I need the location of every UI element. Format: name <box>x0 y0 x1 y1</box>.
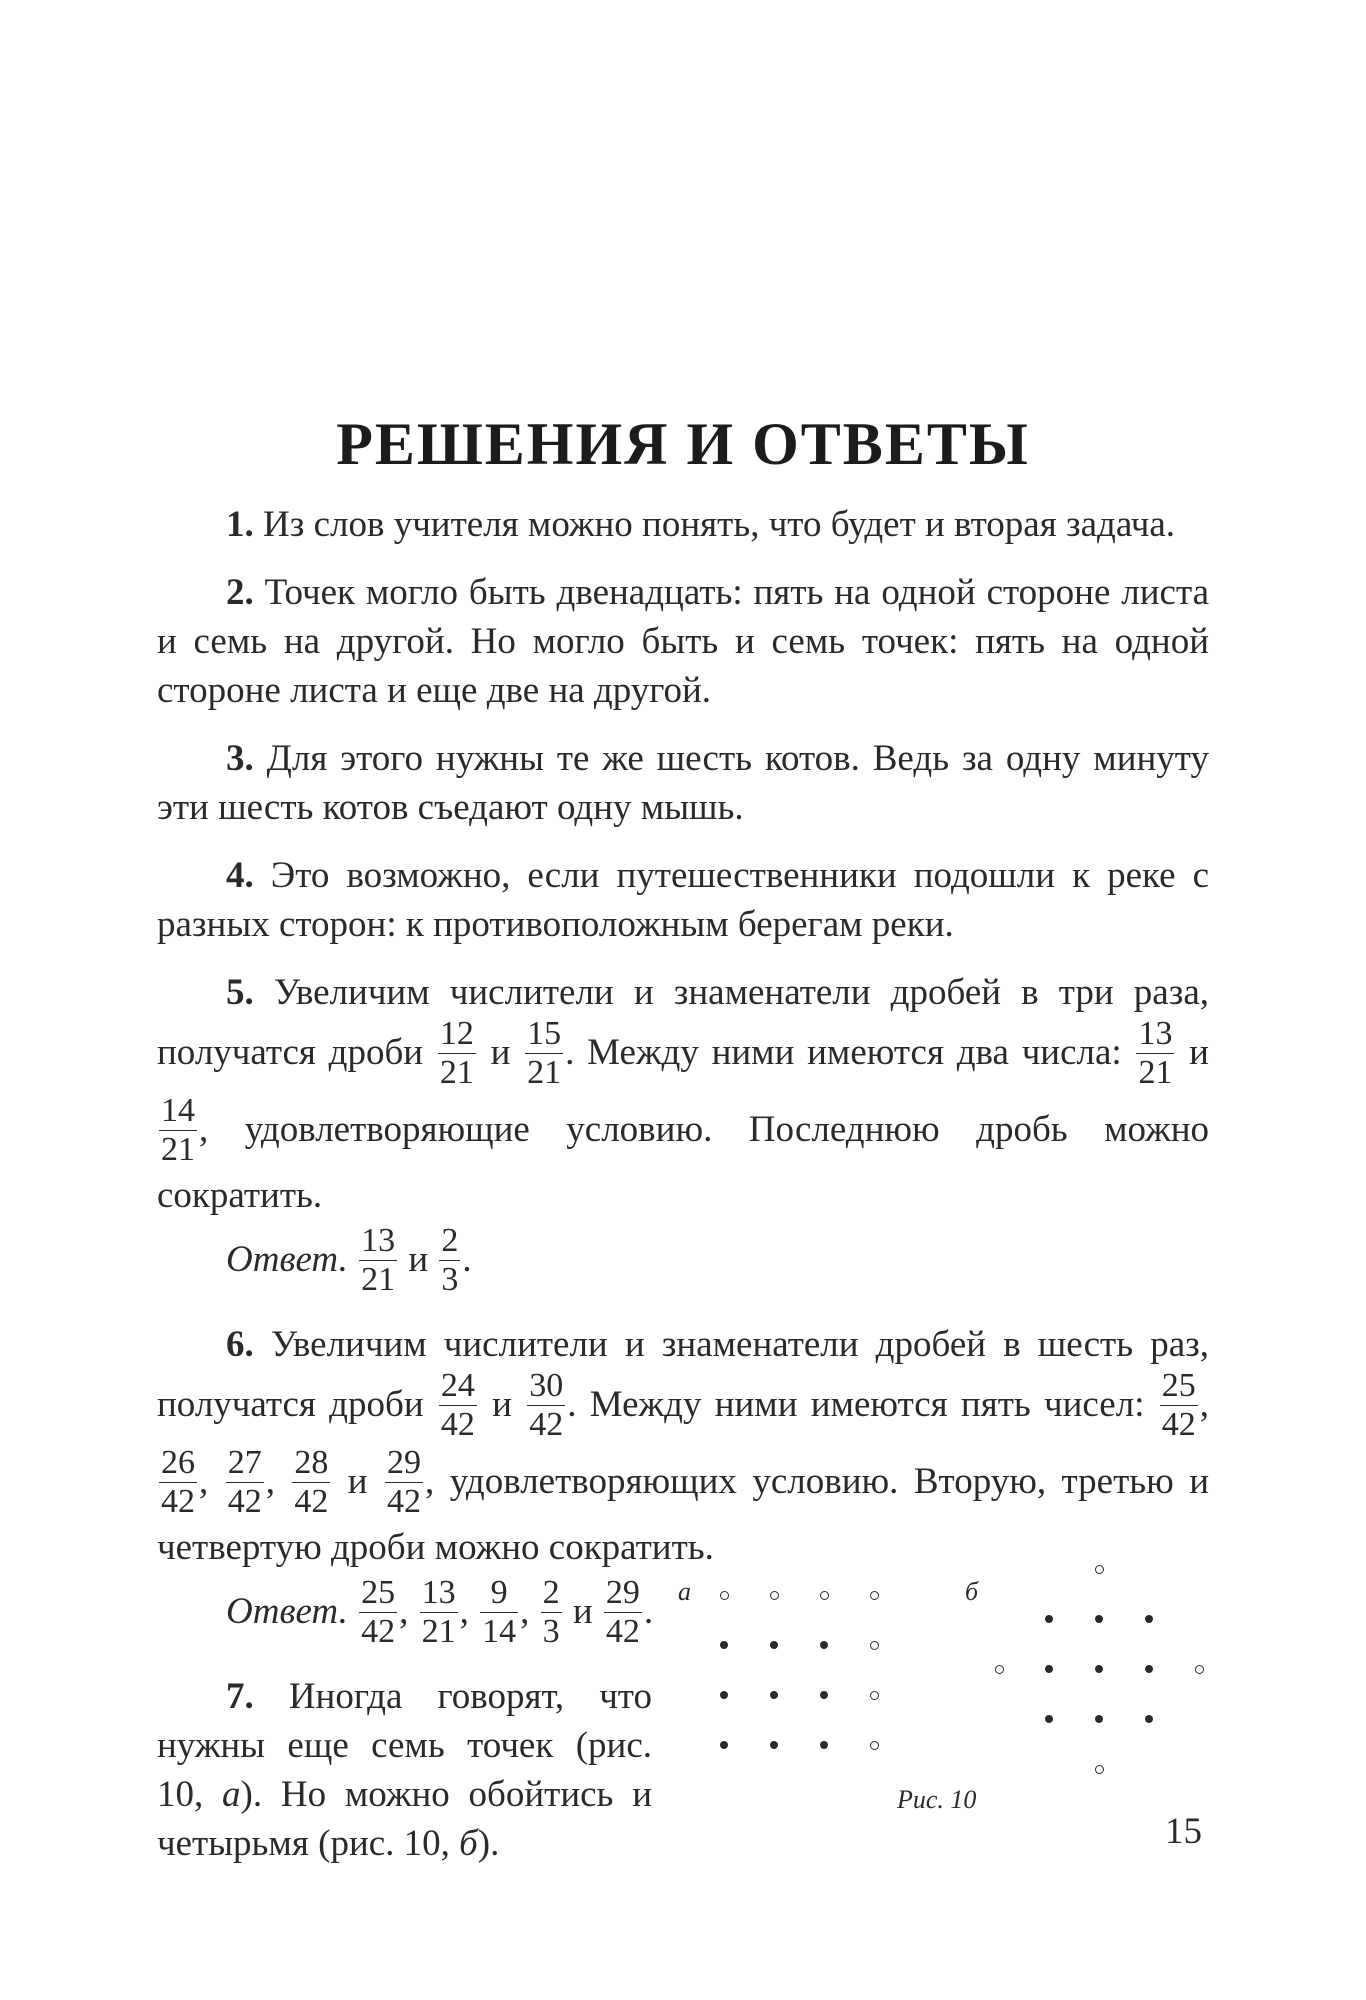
denominator: 21 <box>161 1131 195 1168</box>
figure-label-b: б <box>965 1577 979 1606</box>
numerator: 12 <box>439 1015 474 1052</box>
answer-text: и <box>563 1590 602 1632</box>
fraction <box>541 1574 562 1651</box>
added-point <box>870 1591 879 1600</box>
numerator: 25 <box>361 1574 396 1611</box>
numerator: 29 <box>605 1574 640 1611</box>
added-point <box>770 1591 779 1600</box>
denominator: 21 <box>527 1054 562 1091</box>
solution-text: Точек могло быть двенадцать: пять на одной стороне листа и семь на другой. Но могло быть и семь точек: пять на одной стороне листа и еще две на другой. <box>157 572 1209 711</box>
added-point <box>995 1665 1004 1674</box>
fraction <box>525 1015 563 1092</box>
fraction <box>527 1367 565 1444</box>
fraction <box>226 1444 264 1521</box>
original-point <box>770 1741 778 1749</box>
denominator: 21 <box>1138 1054 1173 1091</box>
solution-text: ). <box>477 1823 500 1864</box>
solution-number: 7. <box>226 1676 254 1717</box>
figure-10 <box>665 1545 1225 1985</box>
solution-text: , удовлетворяющие условию. Последнюю дробь можно сократить. <box>157 1108 1209 1216</box>
solution-6 <box>157 1320 1209 1572</box>
answer-label: Ответ. <box>226 1590 348 1632</box>
numerator: 15 <box>527 1015 562 1052</box>
solution-text: Иногда говорят, что нужны еще семь точек (рис. 10, <box>157 1676 652 1815</box>
fraction <box>1136 1015 1174 1092</box>
denominator: 42 <box>294 1483 329 1520</box>
answer-text: , <box>520 1590 539 1632</box>
fraction <box>604 1574 642 1651</box>
solution-2 <box>157 568 1209 715</box>
original-point <box>820 1641 828 1649</box>
fraction <box>438 1015 476 1092</box>
original-point <box>770 1691 778 1699</box>
numerator: 30 <box>529 1367 564 1404</box>
figure-ref: б <box>459 1823 478 1864</box>
original-point <box>1145 1715 1153 1723</box>
numerator: 27 <box>227 1444 262 1481</box>
numerator: 13 <box>1138 1015 1173 1052</box>
answer-5 <box>157 1224 1209 1301</box>
numerator: 29 <box>387 1444 422 1481</box>
fraction <box>292 1444 330 1521</box>
added-point <box>820 1591 829 1600</box>
original-point <box>1095 1665 1103 1673</box>
original-point <box>770 1641 778 1649</box>
denominator: 3 <box>542 1613 560 1650</box>
added-point <box>870 1741 879 1750</box>
solution-text: Из слов учителя можно понять, что будет и вторая задача. <box>253 504 1176 545</box>
added-point <box>1195 1665 1204 1674</box>
added-point <box>870 1641 879 1650</box>
fraction <box>1160 1367 1198 1444</box>
page-title: РЕШЕНИЯ И ОТВЕТЫ <box>336 411 1030 477</box>
original-point <box>720 1641 728 1649</box>
solution-number: 5. <box>226 972 254 1013</box>
numerator: 2 <box>441 1222 459 1259</box>
numerator: 26 <box>161 1444 195 1481</box>
numerator: 13 <box>421 1574 456 1611</box>
solution-text: Это возможно, если путешественники подошли к реке с разных сторон: к противоположным берегам реки. <box>157 855 1209 945</box>
solution-text: Увеличим числители и знаменатели дробей в шесть раз, получатся дроби <box>157 1324 1209 1425</box>
solution-text: и <box>332 1460 384 1502</box>
numerator: 2 <box>542 1574 560 1611</box>
solution-text: ). Но можно обойтись и четырьмя (рис. 10, <box>157 1774 652 1864</box>
added-point <box>1095 1565 1104 1574</box>
figure-ref: а <box>222 1774 241 1815</box>
solution-1 <box>157 500 1209 549</box>
original-point <box>720 1741 728 1749</box>
solution-text: . Между ними имеются пять чисел: <box>567 1383 1158 1425</box>
solution-4 <box>157 851 1209 949</box>
denominator: 42 <box>1161 1406 1196 1443</box>
added-point <box>720 1591 729 1600</box>
denominator: 21 <box>361 1261 396 1298</box>
answer-text: . <box>643 1590 654 1632</box>
solution-text: , удовлетворяющих условию. Вторую, третью и четвертую дроби можно сократить. <box>157 1460 1210 1568</box>
fraction <box>420 1574 458 1651</box>
original-point <box>1095 1715 1103 1723</box>
fraction <box>159 1444 197 1521</box>
page-number: 15 <box>1165 1811 1202 1852</box>
original-point <box>1045 1665 1053 1673</box>
solution-text: , <box>265 1460 291 1502</box>
denominator: 42 <box>440 1406 475 1443</box>
solution-number: 4. <box>226 855 254 896</box>
solution-text: Для этого нужны те же шесть котов. Ведь за одну минуту эти шесть котов съедают одну мышь. <box>157 738 1209 828</box>
denominator: 42 <box>605 1613 640 1650</box>
fraction <box>439 1367 477 1444</box>
denominator: 42 <box>361 1613 396 1650</box>
denominator: 21 <box>421 1613 456 1650</box>
denominator: 42 <box>529 1406 564 1443</box>
original-point <box>820 1741 828 1749</box>
numerator: 13 <box>361 1222 396 1259</box>
denominator: 3 <box>441 1261 459 1298</box>
solution-5 <box>157 968 1209 1220</box>
fraction <box>439 1222 460 1299</box>
original-point <box>720 1691 728 1699</box>
solution-number: 2. <box>226 572 254 613</box>
denominator: 21 <box>439 1054 474 1091</box>
original-point <box>1045 1615 1053 1623</box>
fraction <box>359 1574 397 1651</box>
answer-text: . <box>462 1238 472 1280</box>
solution-text: Увеличим числители и знаменатели дробей в три раза, получатся дроби <box>157 972 1209 1073</box>
numerator: 25 <box>1161 1367 1196 1404</box>
original-point <box>1095 1615 1103 1623</box>
answer-text: и <box>399 1238 438 1280</box>
added-point <box>1095 1765 1104 1774</box>
denominator: 42 <box>161 1483 195 1520</box>
solution-3 <box>157 734 1209 832</box>
fraction <box>385 1444 423 1521</box>
answer-text: , <box>459 1590 479 1632</box>
denominator: 42 <box>387 1483 422 1520</box>
answer-label: Ответ. <box>226 1238 348 1280</box>
original-point <box>1045 1715 1053 1723</box>
original-point <box>1145 1665 1153 1673</box>
solution-number: 3. <box>226 738 254 779</box>
solution-text: , <box>1199 1383 1209 1425</box>
solution-text: и <box>478 1383 526 1425</box>
solution-text: , <box>199 1460 224 1502</box>
solution-number: 1. <box>226 504 254 545</box>
numerator: 9 <box>480 1574 518 1613</box>
figure-label-a: а <box>678 1577 691 1606</box>
original-point <box>1145 1615 1153 1623</box>
added-point <box>870 1691 879 1700</box>
fraction <box>359 1222 397 1299</box>
solution-text: и <box>477 1031 524 1073</box>
solution-text: и <box>1176 1031 1209 1073</box>
figure-caption: Рис. 10 <box>897 1785 977 1814</box>
denominator: 42 <box>227 1483 262 1520</box>
fraction <box>159 1092 197 1169</box>
solution-number: 6. <box>226 1324 254 1365</box>
numerator: 14 <box>161 1092 195 1129</box>
original-point <box>820 1691 828 1699</box>
solution-text: . Между ними имеются два числа: <box>565 1031 1135 1073</box>
solution-7 <box>157 1672 652 1868</box>
numerator: 28 <box>294 1444 329 1481</box>
denominator: 14 <box>482 1613 517 1650</box>
numerator: 24 <box>440 1367 475 1404</box>
fraction <box>480 1574 518 1651</box>
answer-text: , <box>399 1590 418 1632</box>
